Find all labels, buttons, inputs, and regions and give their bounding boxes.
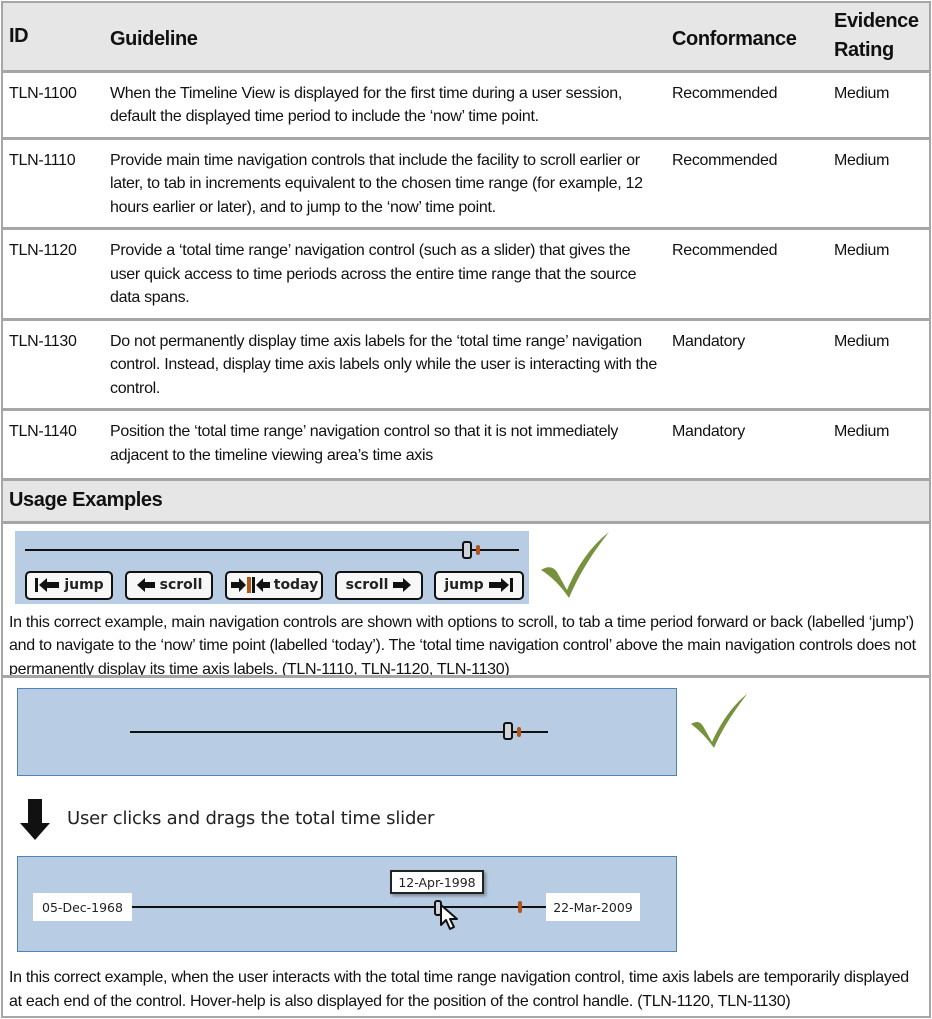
total-time-slider-handle[interactable] bbox=[462, 541, 472, 559]
usage-example-2 bbox=[3, 675, 929, 1019]
row-id: TLN-1110 bbox=[9, 151, 76, 169]
jump-forward-button[interactable] bbox=[434, 571, 524, 600]
table-row bbox=[3, 319, 929, 410]
row-conformance: Recommended bbox=[672, 151, 778, 169]
checkmark-icon bbox=[539, 530, 611, 600]
slider-idle-panel bbox=[17, 688, 677, 776]
guideline-document bbox=[1, 1, 931, 1018]
table-row bbox=[3, 229, 929, 320]
checkmark-icon bbox=[689, 692, 749, 750]
row-guideline: Position the ‘total time range’ navigation control so that it is not immediately adjacent to the timeline viewing area’s time axis bbox=[110, 423, 619, 464]
row-guideline: Provide a ‘total time range’ navigation control (such as a slider) that gives the user quick access to time periods across the entire time range that the source data spans. bbox=[110, 242, 637, 306]
row-evidence: Medium bbox=[834, 84, 890, 102]
scroll-back-button[interactable] bbox=[125, 571, 213, 600]
row-evidence: Medium bbox=[834, 423, 890, 440]
table-row bbox=[3, 410, 929, 478]
row-conformance: Recommended bbox=[672, 84, 778, 102]
table-row bbox=[3, 71, 929, 138]
jump-back-icon bbox=[34, 577, 60, 593]
navigation-controls-panel bbox=[15, 531, 529, 604]
usage-examples-heading: Usage Examples bbox=[3, 478, 929, 521]
row-conformance: Mandatory bbox=[672, 332, 745, 350]
guideline-table bbox=[3, 3, 929, 478]
jump-forward-icon bbox=[488, 577, 514, 593]
total-time-slider-track[interactable] bbox=[25, 549, 519, 551]
hover-date-tooltip: 12-Apr-1998 bbox=[390, 870, 484, 894]
row-conformance: Recommended bbox=[672, 242, 778, 259]
row-id: TLN-1130 bbox=[9, 332, 77, 350]
arrow-left-icon bbox=[136, 577, 156, 593]
table-row bbox=[3, 138, 929, 229]
today-button[interactable] bbox=[225, 571, 323, 600]
header-conformance: Conformance bbox=[672, 28, 797, 51]
example-2-caption: In this correct example, when the user interacts with the total time range navigation control, time axis labels are temporarily displayed at each end of the control. Hover-help is also displayed for the position of the control handle. (TLN-1120, TLN-1130) bbox=[9, 969, 909, 1010]
total-time-slider-track[interactable] bbox=[130, 731, 548, 733]
header-evidence-rating: Evidence Rating bbox=[834, 10, 919, 62]
end-date-label: 22-Mar-2009 bbox=[546, 893, 640, 921]
jump-forward-label: jump bbox=[444, 576, 484, 593]
jump-back-label: jump bbox=[64, 576, 104, 593]
jump-back-button[interactable] bbox=[25, 571, 113, 600]
scroll-back-label: scroll bbox=[159, 576, 203, 593]
table-header-row bbox=[3, 3, 929, 71]
slider-active-panel bbox=[17, 856, 677, 952]
scroll-forward-label: scroll bbox=[345, 576, 389, 593]
step-instruction: User clicks and drags the total time slider bbox=[67, 808, 435, 829]
row-guideline: Do not permanently display time axis labels for the ‘total time range’ navigation control. Instead, display time axis labels only while the user is interacting with the control. bbox=[110, 332, 657, 397]
now-marker bbox=[517, 727, 521, 737]
mouse-cursor-icon bbox=[439, 903, 461, 931]
now-marker bbox=[476, 545, 480, 555]
example-1-caption: In this correct example, main navigation controls are shown with options to scroll, to tab a time period forward or back (labelled ‘jump’) and to navigate to the ‘now’ time point (labelled ‘today’). The ‘total time navigation control’ above the main navigation controls does not permanently display its time axis labels. (TLN-1110, TLN-1120, TLN-1130) bbox=[9, 613, 916, 678]
row-guideline: When the Timeline View is displayed for the first time during a user session, default the displayed time period to include the ‘now’ time point. bbox=[110, 84, 622, 125]
row-evidence: Medium bbox=[834, 242, 890, 259]
scroll-forward-button[interactable] bbox=[335, 571, 423, 600]
row-guideline: Provide main time navigation controls that include the facility to scroll earlier or later, to tab in increments equivalent to the chosen time range (for example, 12 hours earlier or later), and to jump to the ‘now’ time point. bbox=[110, 151, 643, 216]
arrow-right-icon bbox=[392, 577, 412, 593]
row-id: TLN-1140 bbox=[9, 423, 77, 440]
total-time-slider-track[interactable] bbox=[132, 906, 546, 908]
today-label: today bbox=[273, 576, 319, 593]
start-date-label: 05-Dec-1968 bbox=[33, 893, 132, 921]
usage-example-1 bbox=[3, 521, 929, 684]
header-guideline: Guideline bbox=[110, 28, 198, 51]
row-id: TLN-1120 bbox=[9, 242, 77, 259]
row-id: TLN-1100 bbox=[9, 84, 77, 102]
total-time-slider-handle[interactable] bbox=[503, 722, 513, 740]
now-marker bbox=[518, 901, 522, 913]
row-conformance: Mandatory bbox=[672, 423, 745, 440]
row-evidence: Medium bbox=[834, 151, 890, 169]
today-icon bbox=[230, 576, 270, 594]
arrow-down-icon bbox=[19, 799, 51, 841]
row-evidence: Medium bbox=[834, 332, 890, 350]
header-id: ID bbox=[9, 24, 29, 47]
